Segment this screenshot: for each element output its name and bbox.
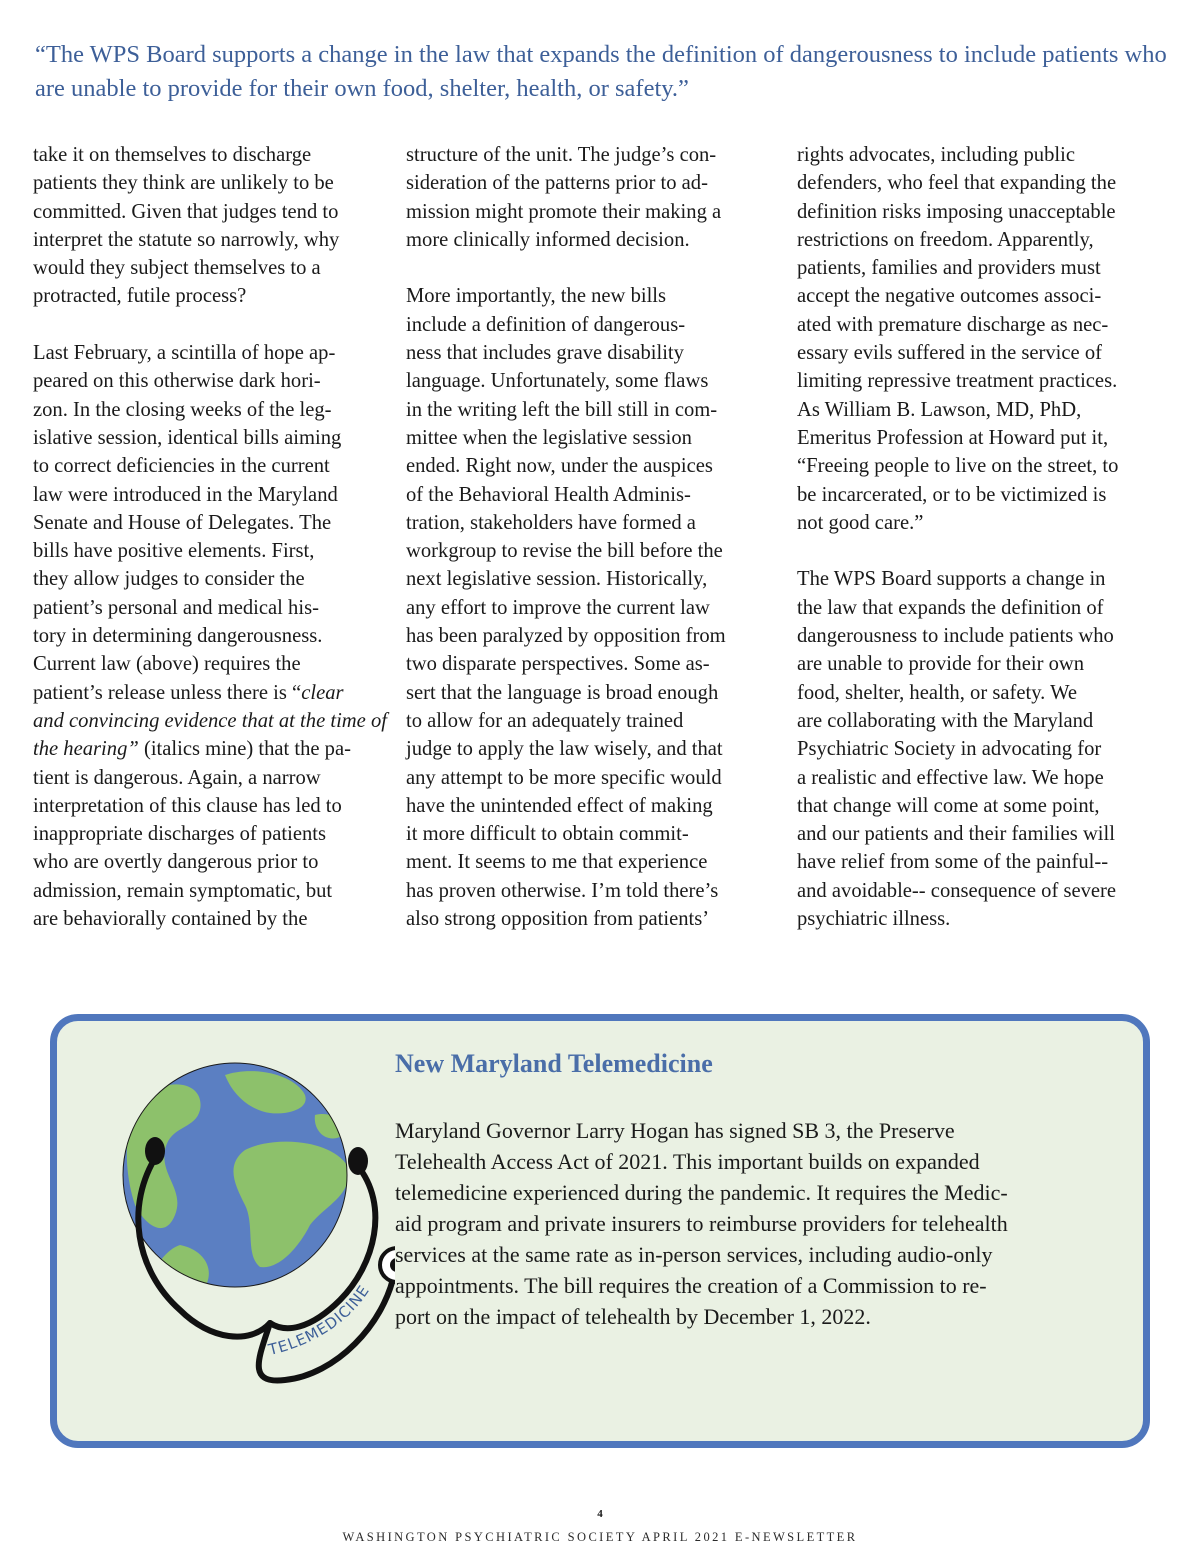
italic-text: the hearing” (33, 738, 139, 761)
text-fragment: patient’s release unless there is “ (33, 681, 302, 704)
text-line: language. Unfortunately, some flaws (406, 370, 709, 393)
text-line: structure of the unit. The judge’s con- (406, 144, 717, 166)
text-line: As William B. Lawson, MD, PhD, (797, 398, 1082, 421)
text-line: are collaborating with the Maryland (797, 709, 1094, 732)
text-line: islative session, identical bills aiming (33, 426, 342, 449)
text-line: include a definition of dangerous- (406, 313, 686, 336)
text-line: a realistic and effective law. We hope (797, 766, 1104, 789)
article-column-2 (406, 141, 778, 962)
text-line: protracted, futile process? (33, 285, 247, 308)
text-fragment: (italics mine) that the pa- (138, 738, 351, 761)
text-line: law were introduced in the Maryland (33, 483, 338, 506)
text-line (33, 707, 393, 735)
text-line: Psychiatric Society in advocating for (797, 738, 1102, 761)
text-line: that change will come at some point, (797, 794, 1100, 817)
text-line: ated with premature discharge as nec- (797, 313, 1109, 336)
text-line: bills have positive elements. First, (33, 540, 315, 563)
text-line: the law that expands the definition of (797, 596, 1104, 619)
text-line: peared on this otherwise dark hori- (33, 370, 321, 393)
text-line: More importantly, the new bills (406, 285, 667, 308)
text-line: are behaviorally contained by the (33, 908, 308, 931)
telemedicine-box (50, 1014, 1150, 1448)
text-line: “Freeing people to live on the street, to (797, 455, 1119, 478)
text-line: also strong opposition from patients’ (406, 908, 710, 931)
text-line: patients they think are unlikely to be (33, 172, 334, 195)
text-line (33, 735, 393, 763)
earpiece-left (145, 1137, 165, 1165)
text-line: has been paralyzed by opposition from (406, 625, 726, 648)
box-title: New Maryland Telemedicine (395, 1049, 713, 1078)
text-line: psychiatric illness. (797, 908, 951, 931)
text-line: to correct deficiencies in the current (33, 455, 330, 478)
text-line: essary evils suffered in the service of (797, 342, 1102, 365)
text-line: inappropriate discharges of patients (33, 823, 326, 846)
text-line: patient’s personal and medical his- (33, 596, 319, 619)
text-line: mittee when the legislative session (406, 426, 692, 449)
paragraph (406, 282, 778, 933)
text-line: not good care.” (797, 511, 924, 534)
text-line: Last February, a scintilla of hope ap- (33, 342, 336, 365)
text-line: services at the same rate as in-person services, including audio-only (395, 1242, 993, 1267)
text-line: sideration of the patterns prior to ad- (406, 172, 708, 195)
text-line: limiting repressive treatment practices. (797, 370, 1118, 393)
text-line: rights advocates, including public (797, 144, 1075, 166)
text-line: be incarcerated, or to be victimized is (797, 483, 1107, 506)
text-line: defenders, who feel that expanding the (797, 172, 1117, 195)
text-line: tration, stakeholders have formed a (406, 511, 696, 534)
text-line: accept the negative outcomes associ- (797, 285, 1102, 308)
text-line: aid program and private insurers to reimburse providers for telehealth (395, 1211, 1008, 1236)
text-line: they allow judges to consider the (33, 568, 305, 591)
paragraph (33, 141, 393, 311)
text-line: port on the impact of telehealth by December 1, 2022. (395, 1304, 871, 1329)
text-line: and our patients and their families will (797, 823, 1115, 846)
text-line: would they subject themselves to a (33, 257, 321, 280)
text-line: ment. It seems to me that experience (406, 851, 708, 874)
box-body (395, 1115, 1135, 1332)
text-line: are unable to provide for their own (797, 653, 1085, 676)
text-line: tient is dangerous. Again, a narrow (33, 766, 321, 789)
text-line: more clinically informed decision. (406, 228, 690, 251)
text-line: workgroup to revise the bill before the (406, 540, 723, 563)
paragraph (797, 565, 1172, 933)
paragraph (33, 339, 393, 933)
text-line: zon. In the closing weeks of the leg- (33, 398, 332, 421)
text-line: telemedicine experienced during the pandemic. It requires the Medic- (395, 1180, 1008, 1205)
article-column-3 (797, 141, 1172, 962)
text-line: restrictions on freedom. Apparently, (797, 228, 1094, 251)
text-line: The WPS Board supports a change in (797, 568, 1106, 591)
text-line: in the writing left the bill still in com- (406, 398, 718, 421)
text-line: interpret the statute so narrowly, why (33, 228, 340, 251)
text-line: any effort to improve the current law (406, 596, 710, 619)
text-line: sert that the language is broad enough (406, 681, 719, 704)
text-line: Emeritus Profession at Howard put it, (797, 426, 1109, 449)
text-line: it more difficult to obtain commit- (406, 823, 689, 846)
text-line: has proven otherwise. I’m told there’s (406, 879, 719, 902)
text-line: and avoidable-- consequence of severe (797, 879, 1117, 902)
text-line: mission might promote their making a (406, 200, 722, 223)
text-line: any attempt to be more specific would (406, 766, 722, 789)
page-number: 4 (597, 1508, 603, 1520)
text-line: Telehealth Access Act of 2021. This important builds on expanded (395, 1149, 980, 1174)
text-line: who are overtly dangerous prior to (33, 851, 319, 874)
text-line: Maryland Governor Larry Hogan has signed SB 3, the Preserve (395, 1118, 955, 1143)
text-line: committed. Given that judges tend to (33, 200, 339, 223)
text-line: food, shelter, health, or safety. We (797, 681, 1078, 704)
text-line: take it on themselves to discharge (33, 144, 312, 166)
text-line: Current law (above) requires the (33, 653, 301, 676)
text-line: tory in determining dangerousness. (33, 625, 323, 648)
text-line: two disparate perspectives. Some as- (406, 653, 710, 676)
text-line: patients, families and providers must (797, 257, 1101, 280)
earpiece-right (348, 1147, 368, 1175)
globe-stethoscope-icon (85, 1055, 395, 1415)
text-line: ness that includes grave disability (406, 342, 684, 365)
paragraph (797, 141, 1172, 537)
text-line: interpretation of this clause has led to (33, 794, 342, 817)
paragraph (406, 141, 778, 254)
text-line: admission, remain symptomatic, but (33, 879, 333, 902)
article-column-1 (33, 141, 393, 962)
text-line: Senate and House of Delegates. The (33, 511, 332, 534)
text-line (33, 679, 393, 707)
italic-text: and convincing evidence that at the time of (33, 709, 387, 732)
text-line: dangerousness to include patients who (797, 625, 1114, 648)
text-line: ended. Right now, under the auspices (406, 455, 713, 478)
text-line: appointments. The bill requires the creation of a Commission to re- (395, 1273, 987, 1298)
telemedicine-label: TELEMEDICINE (266, 1281, 374, 1359)
text-line: have the unintended effect of making (406, 794, 713, 817)
text-line: to allow for an adequately trained (406, 709, 684, 732)
newsletter-footer: WASHINGTON PSYCHIATRIC SOCIETY APRIL 2021 E-NEWSLETTER (342, 1530, 858, 1544)
text-line: definition risks imposing unacceptable (797, 200, 1116, 223)
italic-text: clear (301, 681, 344, 704)
text-line: next legislative session. Historically, (406, 568, 708, 591)
pull-quote: “The WPS Board supports a change in the law that expands the definition of dangerousness to include patients who are unable to provide for their own food, shelter, health, or safety.” (35, 41, 1167, 102)
text-line: of the Behavioral Health Adminis- (406, 483, 691, 506)
text-line: have relief from some of the painful-- (797, 851, 1109, 874)
text-line: judge to apply the law wisely, and that (406, 738, 723, 761)
